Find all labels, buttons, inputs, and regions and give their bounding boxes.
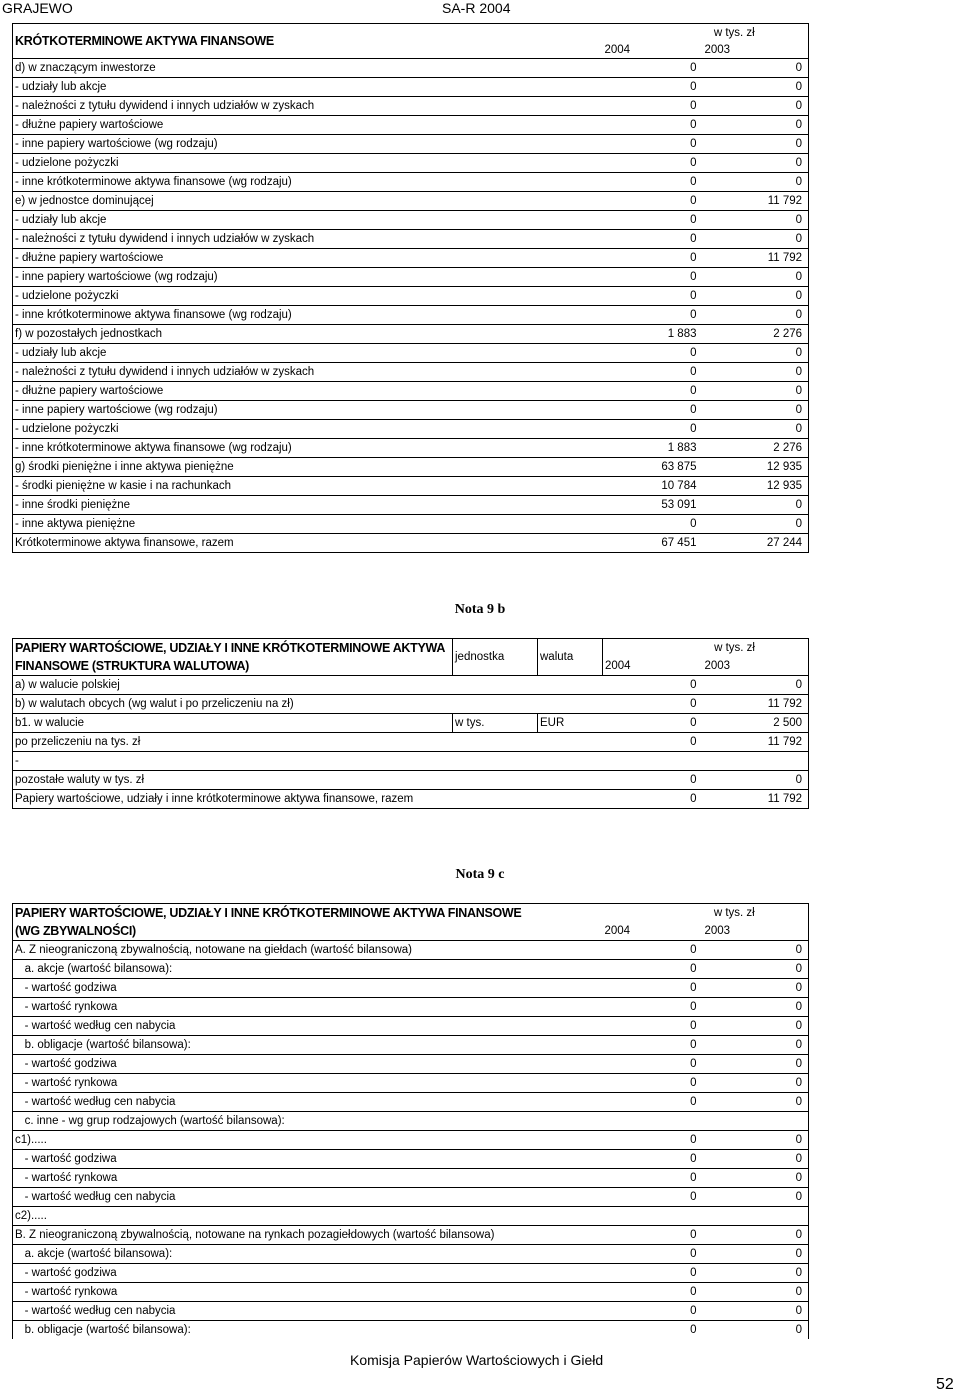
row-label: - wartość według cen nabycia — [13, 1093, 603, 1112]
value-2003: 2 276 — [703, 325, 809, 344]
row-label: - wartość rynkowa — [13, 1169, 603, 1188]
value-2003: 0 — [703, 306, 809, 325]
value-2004: 10 784 — [603, 477, 703, 496]
table-row — [13, 1302, 809, 1321]
value-2003: 0 — [703, 1036, 809, 1055]
row-label: b. obligacje (wartość bilansowa): — [13, 1036, 603, 1055]
year-2003-header: 2003 — [704, 660, 731, 672]
value-2003: 0 — [703, 676, 809, 695]
value-2003: 2 500 — [703, 714, 809, 733]
table-row — [13, 979, 809, 998]
table-row — [13, 1017, 809, 1036]
row-label: - inne papiery wartościowe (wg rodzaju) — [13, 401, 603, 420]
table-row — [13, 752, 809, 771]
short-term-assets-table — [12, 23, 809, 553]
table-row — [13, 173, 809, 192]
value-2003: 11 792 — [703, 790, 809, 809]
row-label: - inne aktywa pieniężne — [13, 515, 603, 534]
row-label: - dłużne papiery wartościowe — [13, 382, 603, 401]
row-label: B. Z nieograniczoną zbywalnością, notowane na rynkach pozagiełdowych (wartość bilansowa) — [13, 1226, 603, 1245]
value-2003: 11 792 — [703, 192, 809, 211]
table-row — [13, 534, 809, 553]
value-2004: 0 — [603, 733, 703, 752]
table-row — [13, 1245, 809, 1264]
value-2004: 0 — [603, 287, 703, 306]
table-row — [13, 97, 809, 116]
row-label: - wartość rynkowa — [13, 1074, 603, 1093]
value-2004: 0 — [603, 714, 703, 733]
row-label: a. akcje (wartość bilansowa): — [13, 1245, 603, 1264]
table-row — [13, 771, 809, 790]
value-2003: 27 244 — [703, 534, 809, 553]
value-2004: 0 — [603, 1321, 703, 1340]
value-2004: 0 — [603, 960, 703, 979]
row-label: - wartość godziwa — [13, 1150, 603, 1169]
row-label: - udziały lub akcje — [13, 78, 603, 97]
value-2004: 0 — [603, 676, 703, 695]
value-2004: 0 — [603, 1017, 703, 1036]
value-2003: 11 792 — [703, 249, 809, 268]
value-2003: 0 — [703, 1226, 809, 1245]
value-2004: 0 — [603, 116, 703, 135]
value-2004: 0 — [603, 979, 703, 998]
value-2004: 0 — [603, 790, 703, 809]
row-label: - inne papiery wartościowe (wg rodzaju) — [13, 135, 603, 154]
value-2004: 1 883 — [603, 439, 703, 458]
row-label: g) środki pieniężne i inne aktywa pieniężne — [13, 458, 603, 477]
value-2003: 0 — [703, 401, 809, 420]
value-2003: 0 — [703, 344, 809, 363]
unit-column-header: jednostka — [453, 639, 538, 676]
table-row — [13, 1074, 809, 1093]
year-2004-header: 2004 — [603, 657, 703, 676]
table-row — [13, 401, 809, 420]
table-row — [13, 1055, 809, 1074]
table-title: KRÓTKOTERMINOWE AKTYWA FINANSOWE — [15, 34, 274, 48]
value-2004: 0 — [603, 420, 703, 439]
value-2003 — [703, 752, 809, 771]
table-row — [13, 1169, 809, 1188]
currency-column-header: waluta — [538, 639, 603, 676]
table-row — [13, 714, 809, 733]
value-2003: 0 — [703, 382, 809, 401]
value-2004: 0 — [603, 1131, 703, 1150]
value-2003: 12 935 — [703, 458, 809, 477]
table-row — [13, 325, 809, 344]
row-label: - inne krótkoterminowe aktywa finansowe (wg rodzaju) — [13, 173, 603, 192]
row-label: - należności z tytułu dywidend i innych udziałów w zyskach — [13, 363, 603, 382]
table-row — [13, 382, 809, 401]
value-2003: 0 — [703, 1188, 809, 1207]
value-2004: 0 — [603, 363, 703, 382]
table-row — [13, 420, 809, 439]
marketability-table — [12, 903, 809, 1339]
row-label: - udzielone pożyczki — [13, 154, 603, 173]
row-label: b1. w walucie — [13, 714, 453, 733]
value-2004: 0 — [603, 1264, 703, 1283]
table-row — [13, 1283, 809, 1302]
table-row — [13, 116, 809, 135]
note-9b-heading: Nota 9 b — [454, 602, 506, 617]
value-2003: 0 — [703, 979, 809, 998]
value-2004: 0 — [603, 211, 703, 230]
value-2004: 0 — [603, 1226, 703, 1245]
note-9c-heading: Nota 9 c — [455, 867, 505, 882]
value-2004: 1 883 — [603, 325, 703, 344]
table-row — [13, 1321, 809, 1340]
value-2003: 0 — [703, 998, 809, 1017]
row-label: c. inne - wg grup rodzajowych (wartość bilansowa): — [13, 1112, 603, 1131]
table-row — [13, 211, 809, 230]
value-2003: 2 276 — [703, 439, 809, 458]
value-2003: 0 — [703, 211, 809, 230]
table-title-line1: PAPIERY WARTOŚCIOWE, UDZIAŁY I INNE KRÓTKOTERMINOWE AKTYWA FINANSOWE — [15, 906, 522, 920]
value-2004 — [603, 1207, 703, 1226]
year-2004-header: 2004 — [604, 43, 631, 56]
row-label: a) w walucie polskiej — [13, 676, 603, 695]
value-2004: 0 — [603, 249, 703, 268]
value-2004: 0 — [603, 1245, 703, 1264]
value-2004: 0 — [603, 154, 703, 173]
value-2004: 0 — [603, 1302, 703, 1321]
value-2003: 11 792 — [703, 733, 809, 752]
value-2004: 0 — [603, 998, 703, 1017]
table-row — [13, 790, 809, 809]
header-company: GRAJEWO — [2, 0, 73, 16]
row-label: b. obligacje (wartość bilansowa): — [13, 1321, 603, 1340]
value-2003: 0 — [703, 1321, 809, 1340]
row-label: pozostałe waluty w tys. zł — [13, 771, 603, 790]
value-2004: 0 — [603, 1283, 703, 1302]
value-2004: 0 — [603, 78, 703, 97]
value-2003: 0 — [703, 97, 809, 116]
unit-label: w tys. zł — [713, 26, 755, 39]
value-2003: 0 — [703, 771, 809, 790]
row-label: A. Z nieograniczoną zbywalnością, notowane na giełdach (wartość bilansowa) — [13, 941, 603, 960]
value-2004: 0 — [603, 306, 703, 325]
table-row — [13, 363, 809, 382]
value-2004: 0 — [603, 59, 703, 78]
header-report: SA-R 2004 — [442, 0, 511, 16]
page-number: 52 — [936, 1376, 954, 1393]
table-row — [13, 960, 809, 979]
row-label: f) w pozostałych jednostkach — [13, 325, 603, 344]
value-2004: 0 — [603, 401, 703, 420]
row-label: - wartość godziwa — [13, 1055, 603, 1074]
table-row — [13, 695, 809, 714]
value-2003: 0 — [703, 116, 809, 135]
table-row — [13, 59, 809, 78]
year-2003-header: 2003 — [704, 925, 731, 937]
row-label: - inne krótkoterminowe aktywa finansowe (wg rodzaju) — [13, 306, 603, 325]
value-2003: 0 — [703, 230, 809, 249]
value-2003: 0 — [703, 1017, 809, 1036]
table-row — [13, 1226, 809, 1245]
value-2003: 0 — [703, 1264, 809, 1283]
value-2003: 0 — [703, 268, 809, 287]
row-label: - dłużne papiery wartościowe — [13, 249, 603, 268]
value-2003: 0 — [703, 1150, 809, 1169]
row-label: c2)..... — [13, 1207, 603, 1226]
row-label: Krótkoterminowe aktywa finansowe, razem — [13, 534, 603, 553]
value-2003: 0 — [703, 1283, 809, 1302]
row-label: - udzielone pożyczki — [13, 287, 603, 306]
value-2003: 0 — [703, 287, 809, 306]
row-label: c1)..... — [13, 1131, 603, 1150]
value-2004: 0 — [603, 1188, 703, 1207]
table-row — [13, 1188, 809, 1207]
row-label: - wartość godziwa — [13, 1264, 603, 1283]
row-label: Papiery wartościowe, udziały i inne krótkoterminowe aktywa finansowe, razem — [13, 790, 603, 809]
value-2004: 0 — [603, 268, 703, 287]
table-row — [13, 1093, 809, 1112]
value-2004: 0 — [603, 771, 703, 790]
footer-text: Komisja Papierów Wartościowych i Giełd — [350, 1352, 604, 1368]
value-2003: 0 — [703, 363, 809, 382]
row-label: - wartość rynkowa — [13, 1283, 603, 1302]
value-2004: 0 — [603, 135, 703, 154]
value-2003: 0 — [703, 515, 809, 534]
value-2003: 12 935 — [703, 477, 809, 496]
table-row — [13, 192, 809, 211]
table-row — [13, 733, 809, 752]
row-label: d) w znaczącym inwestorze — [13, 59, 603, 78]
table-row — [13, 477, 809, 496]
value-2004: 0 — [603, 344, 703, 363]
row-label: - należności z tytułu dywidend i innych udziałów w zyskach — [13, 230, 603, 249]
value-2003: 0 — [703, 496, 809, 515]
table-title-line1: PAPIERY WARTOŚCIOWE, UDZIAŁY I INNE KRÓTKOTERMINOWE AKTYWA — [15, 641, 446, 655]
row-label: - — [13, 752, 603, 771]
table-row — [13, 1207, 809, 1226]
value-2003: 0 — [703, 1131, 809, 1150]
value-2004: 0 — [603, 192, 703, 211]
value-2003: 0 — [703, 1074, 809, 1093]
table-row — [13, 496, 809, 515]
value-2003: 0 — [703, 1245, 809, 1264]
table-row — [13, 1264, 809, 1283]
value-2004 — [603, 1112, 703, 1131]
value-2004: 0 — [603, 515, 703, 534]
table-row — [13, 154, 809, 173]
table-row — [13, 941, 809, 960]
value-2003: 0 — [703, 1169, 809, 1188]
row-label: e) w jednostce dominującej — [13, 192, 603, 211]
value-2004: 67 451 — [603, 534, 703, 553]
row-label: b) w walutach obcych (wg walut i po przeliczeniu na zł) — [13, 695, 603, 714]
table-row — [13, 287, 809, 306]
value-2004: 0 — [603, 941, 703, 960]
table-title-line2: FINANSOWE (STRUKTURA WALUTOWA) — [15, 659, 250, 673]
value-2003: 0 — [703, 960, 809, 979]
table-row — [13, 135, 809, 154]
row-label: - udzielone pożyczki — [13, 420, 603, 439]
value-2003: 0 — [703, 173, 809, 192]
value-2004: 0 — [603, 1055, 703, 1074]
value-2004: 0 — [603, 695, 703, 714]
value-2003 — [703, 1112, 809, 1131]
unit-label: w tys. zł — [603, 639, 809, 658]
value-2004 — [603, 752, 703, 771]
value-2004: 63 875 — [603, 458, 703, 477]
row-label: - inne papiery wartościowe (wg rodzaju) — [13, 268, 603, 287]
unit-label: w tys. zł — [713, 907, 755, 919]
value-2003: 0 — [703, 1055, 809, 1074]
value-2003: 0 — [703, 78, 809, 97]
value-2003: 0 — [703, 420, 809, 439]
row-label: - inne środki pieniężne — [13, 496, 603, 515]
row-label: - wartość według cen nabycia — [13, 1017, 603, 1036]
value-2003: 0 — [703, 135, 809, 154]
value-2004: 0 — [603, 173, 703, 192]
row-label: a. akcje (wartość bilansowa): — [13, 960, 603, 979]
value-2004: 0 — [603, 97, 703, 116]
table-row — [13, 306, 809, 325]
table-row — [13, 344, 809, 363]
row-label: - wartość godziwa — [13, 979, 603, 998]
value-2004: 0 — [603, 1036, 703, 1055]
table-row — [13, 676, 809, 695]
row-label: - wartość rynkowa — [13, 998, 603, 1017]
row-label: - udziały lub akcje — [13, 344, 603, 363]
value-2003: 0 — [703, 941, 809, 960]
table-row — [13, 1112, 809, 1131]
table-row — [13, 458, 809, 477]
row-label: - inne krótkoterminowe aktywa finansowe (wg rodzaju) — [13, 439, 603, 458]
value-2003: 0 — [703, 59, 809, 78]
table-row — [13, 1150, 809, 1169]
table-title-line2: (WG ZBYWALNOŚCI) — [15, 924, 136, 938]
row-label: - wartość według cen nabycia — [13, 1302, 603, 1321]
currency-cell: EUR — [538, 714, 603, 733]
table-row — [13, 249, 809, 268]
year-2004-header: 2004 — [604, 925, 631, 937]
table-row — [13, 1036, 809, 1055]
value-2003: 11 792 — [703, 695, 809, 714]
value-2003: 0 — [703, 1302, 809, 1321]
row-label: - dłużne papiery wartościowe — [13, 116, 603, 135]
row-label: - środki pieniężne w kasie i na rachunkach — [13, 477, 603, 496]
value-2004: 0 — [603, 382, 703, 401]
table-row — [13, 230, 809, 249]
value-2004: 0 — [603, 230, 703, 249]
value-2003: 0 — [703, 1093, 809, 1112]
value-2004: 0 — [603, 1169, 703, 1188]
value-2003: 0 — [703, 154, 809, 173]
value-2004: 0 — [603, 1150, 703, 1169]
row-label: - wartość według cen nabycia — [13, 1188, 603, 1207]
value-2004: 0 — [603, 1074, 703, 1093]
table-row — [13, 515, 809, 534]
table-row — [13, 1131, 809, 1150]
table-row — [13, 439, 809, 458]
unit-cell: w tys. — [453, 714, 538, 733]
table-row — [13, 998, 809, 1017]
table-row — [13, 268, 809, 287]
year-2003-header: 2003 — [704, 43, 731, 56]
value-2003 — [703, 1207, 809, 1226]
row-label: po przeliczeniu na tys. zł — [13, 733, 603, 752]
table-row — [13, 78, 809, 97]
value-2004: 0 — [603, 1093, 703, 1112]
row-label: - udziały lub akcje — [13, 211, 603, 230]
row-label: - należności z tytułu dywidend i innych udziałów w zyskach — [13, 97, 603, 116]
currency-structure-table — [12, 638, 809, 809]
value-2004: 53 091 — [603, 496, 703, 515]
